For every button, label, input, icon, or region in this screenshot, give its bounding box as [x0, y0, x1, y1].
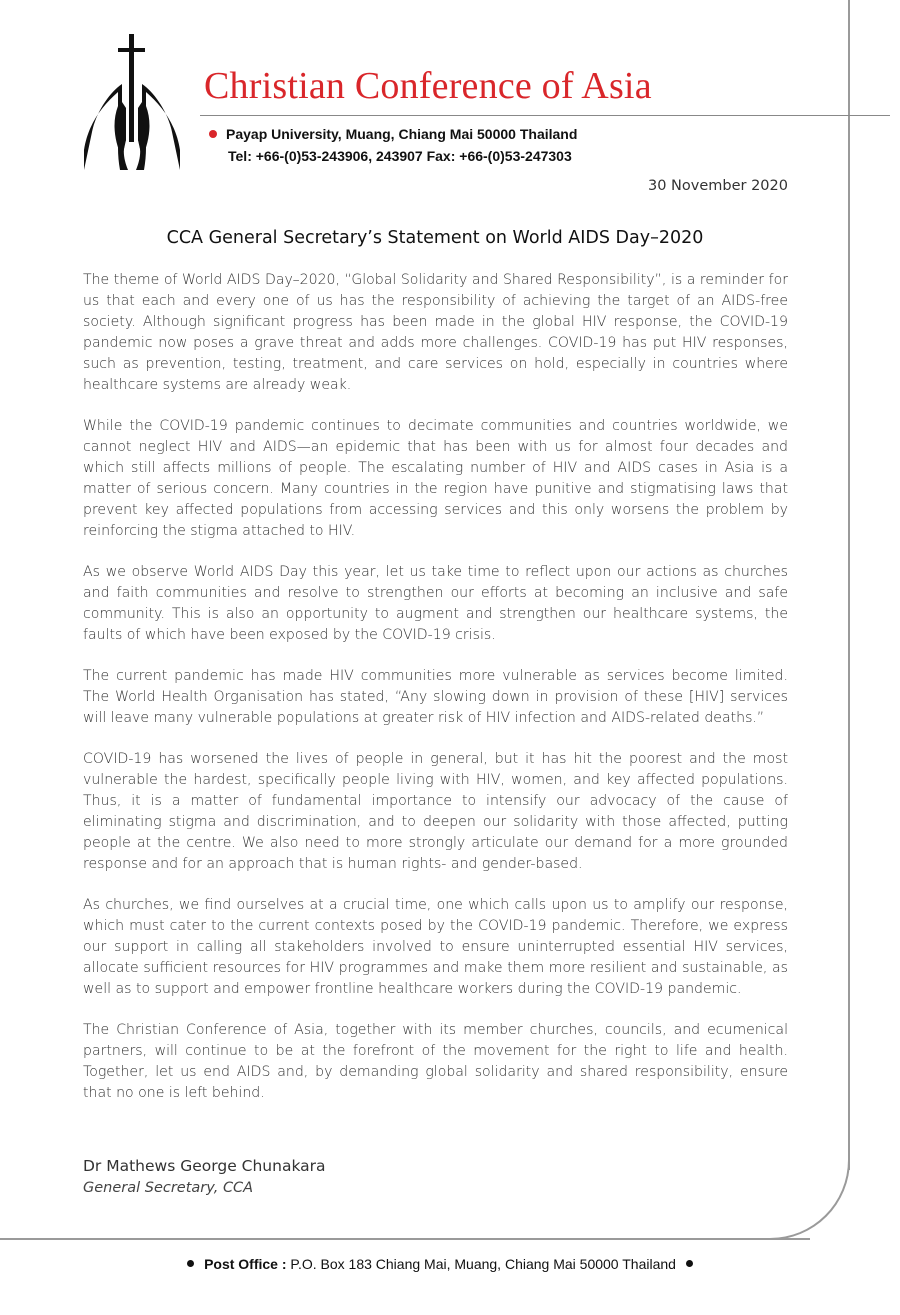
paragraph: While the COVID-19 pandemic continues to decimate communities and countries worldwide, we cannot neglect HIV and AIDS—an epidemic that has been with us for almost four decades and which still affects millions of people. The escalating number of HIV and AIDS cases in Asia is a matter of serious concern. Many countries in the region have punitive and stigmatising laws that prevent key affected populations from accessing services and this only worsens the problem by reinforcing the stigma attached to HIV.: [83, 418, 788, 539]
paragraph: As churches, we find ourselves at a crucial time, one which calls upon us to amplify our response, which must cater to the current contexts posed by the COVID-19 pandemic. Therefore, we express our support in calling all stakeholders involved to ensure uninterrupted essential HIV services, allocate sufficient resources for HIV programmes and make them more resilient and sustainable, as well as to support and empower frontline healthcare workers during the COVID-19 pandemic.: [83, 897, 788, 997]
organization-name: Christian Conference of Asia: [204, 65, 652, 107]
footer-address: [0, 1256, 880, 1272]
signatory-name: Dr Mathews George Chunakara: [83, 1157, 326, 1175]
footer-address-text: P.O. Box 183 Chiang Mai, Muang, Chiang Mai 50000 Thailand: [290, 1256, 676, 1272]
bullet-icon: [686, 1260, 693, 1267]
statement-body: [83, 270, 788, 1124]
signatory-role: General Secretary, CCA: [83, 1180, 254, 1196]
paragraph: The theme of World AIDS Day–2020, “Global Solidarity and Shared Responsibility”, is a reminder for us that each and every one of us has the responsibility of achieving the target of an AIDS-free society. Although significant progress has been made in the global HIV response, the COVID-19 pandemic now poses a grave threat and adds more challenges. COVID-19 has put HIV responses, such as prevention, testing, treatment, and care services on hold, especially in countries where healthcare systems are already weak.: [83, 272, 788, 393]
cross-church-icon: [82, 32, 182, 172]
signature-block: [83, 1155, 326, 1199]
paragraph: COVID-19 has worsened the lives of people in general, but it has hit the poorest and the most vulnerable the hardest, specifically people living with HIV, women, and key affected populations. Thus, it is a matter of fundamental importance to intensify our advocacy of the cause of eliminating stigma and discrimination, and to deepen our solidarity with those affected, putting people at the centre. We also need to more strongly articulate our demand for a more grounded response and for an approach that is human rights- and gender-based.: [83, 751, 788, 872]
page-border-corner: [760, 1140, 850, 1240]
red-bullet-icon: [209, 130, 217, 138]
paragraph: The Christian Conference of Asia, together with its member churches, councils, and ecumenical partners, will continue to be at the forefront of the movement for the right to life and health. Together, let us end AIDS and, by demanding global solidarity and shared responsibility, ensure that no one is left behind.: [83, 1022, 788, 1101]
contact-line: Tel: +66-(0)53-243906, 243907 Fax: +66-(0)53-247303: [228, 148, 572, 164]
paragraph: As we observe World AIDS Day this year, let us take time to reflect upon our actions as churches and faith communities and resolve to strengthen our efforts at becoming an inclusive and safe community. This is also an opportunity to augment and strengthen our healthcare systems, the faults of which have been exposed by the COVID-19 crisis.: [83, 564, 788, 643]
address-line: [209, 126, 577, 142]
paragraph: The current pandemic has made HIV communities more vulnerable as services become limited. The World Health Organisation has stated, “Any slowing down in provision of these [HIV] services will leave many vulnerable populations at greater risk of HIV infection and AIDS-related deaths.”: [83, 668, 788, 726]
page-border-right: [848, 0, 850, 1170]
footer-label: Post Office :: [204, 1256, 287, 1272]
bullet-icon: [187, 1260, 194, 1267]
letter-date: 30 November 2020: [647, 178, 788, 194]
page-border-bottom: [0, 1238, 810, 1240]
address-text: Payap University, Muang, Chiang Mai 50000 Thailand: [226, 126, 578, 142]
statement-title: CCA General Secretary’s Statement on World AIDS Day–2020: [166, 228, 704, 248]
header-divider: [200, 115, 890, 116]
